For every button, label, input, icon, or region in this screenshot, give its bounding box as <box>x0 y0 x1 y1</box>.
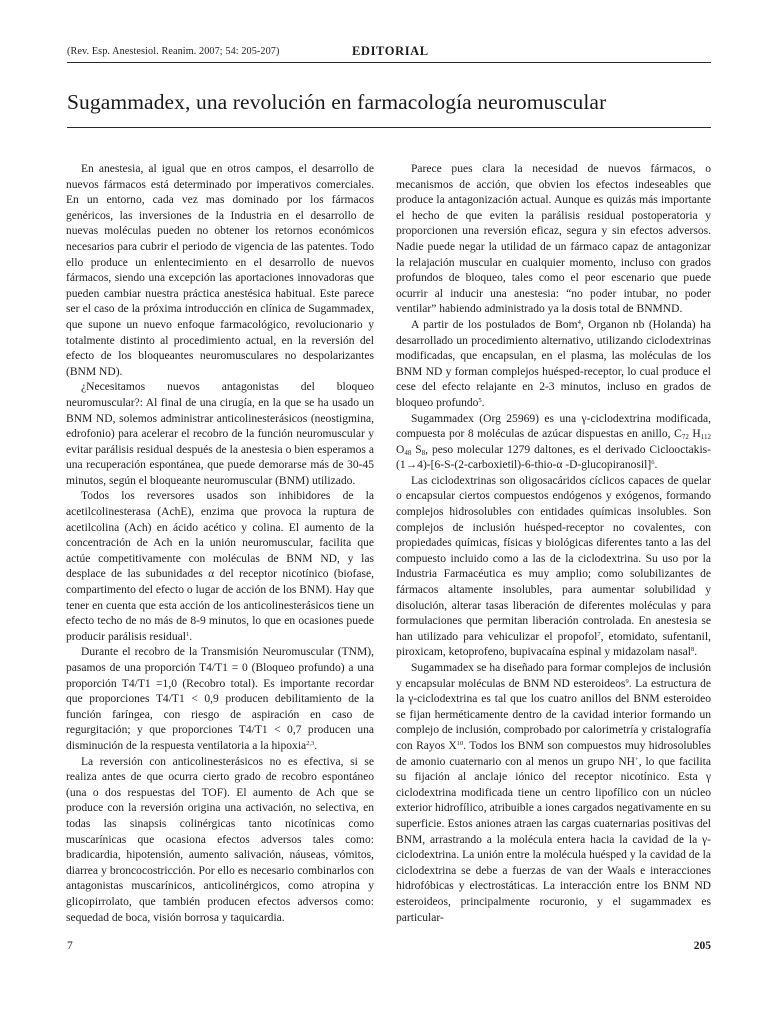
paragraph-text: S <box>411 443 422 456</box>
paragraph-text: , lo que facilita su fijación al anclaje iónico del receptor nicotínico. Esta γ ciclodextrina modificada tiene un centro lipofílico con un núcleo exterior hidrofílico, atribuible a iones cargados negativamente en su superficie. Estos aniones atraen las cargas cuaternarias positivas del BNM, arrastrando a la molécula entera hacia la cavidad de la γ-ciclodextrina. La unión entre la molécula huésped y la cavidad de la ciclodextrina se debe a fuerzas de van der Waals e interacciones hidrofóbicas y electrostáticas. La interacción entre los BNM ND esteroideos, principalmente rocuronio, y el sugammadex es particular- <box>396 755 711 924</box>
paragraph <box>396 661 711 926</box>
reference-marker: 7 <box>597 630 601 638</box>
paragraph: A partir de los postulados de Bom$^4$, Organon nb (Holanda) ha desarrollado un procedimiento alternativo, utilizando ciclodextrinas modificadas, que encapsulan, en el plasma, las moléculas de los BNM ND y forman complejos huésped-receptor, lo cual produce el cese del efecto relajante en 2-3 minutos, incluso en grados de bloqueo profundo$^5$. <box>396 318 711 409</box>
article-title: Sugammadex, una revolución en farmacología neuromuscular <box>67 90 607 114</box>
paragraph: La reversión con anticolinesterásicos no es efectiva, si se realiza antes de que ocurra cierto grado de recobro espontáneo (una o dos respuestas del TOF). El aumento de Ach que se produce con la reversión origina una activación, no selectiva, en todas las sinapsis colinérgicas tanto nicotínicas como muscarínicas que ocasiona efectos adversos tales como: bradicardia, hipotensión, aumento salivación, náuseas, vómitos, diarrea y broncocostricción. Por ello es necesario combinarlos con antagonistas muscarínicos, anticolinérgicos, como atropina y glicopirrolato, que también producen efectos adversos como: sequedad de boca, visión borrosa y taquicardia. <box>66 755 374 924</box>
reference-marker: 1 <box>185 630 190 638</box>
reference-marker: 8 <box>691 646 695 654</box>
paragraph-text: Todos los reversores usados son inhibidores de la acetilcolinesterasa (AchE), enzima que provoca la ruptura de acetilcolina (Ach) en ácido acético y colina. El aumento de la concentración de Ach en la unión neuromuscular, facilita que actúe competitivamente con moléculas de BNM ND, y las desplace de las subunidades α del receptor nicotínico (biofase, compartimento del efecto o lugar de acción de los BNM). Hay que tener en cuenta que esta acción de los anticolinesterásicos tiene un efecto techo de no más de 8-9 minutos, lo que en ocasiones puede producir parálisis residual <box>66 490 374 643</box>
paragraph-text: A partir de los postulados de Bom <box>411 318 578 331</box>
footer-left-number: 7 <box>67 940 73 952</box>
paragraph-text: Las ciclodextrinas son oligosacáridos cíclicos capaces de quelar o encapsular ciertos compuestos endógenos y exógenos, formando complejos hidrosolubles con entidades químicas insolubles. Son complejos de inclusión huésped-receptor no covalentes, con propiedades químicas, físicas y biológicas diferentes tanto a las del compuesto incluido como a las de la ciclodextrina. Su uso por la Industria Farmacéutica es muy amplio; como solubilizantes de fármacos altamente insolubles, para aumentar solubilidad y disolución, alterar tasas liberación de diferentes moléculas y para formulaciones que permitan liberación controlada. En anestesia se han utilizado para vehiculizar el propofol <box>396 474 711 643</box>
header-rule <box>67 62 711 63</box>
paragraph: Durante el recobro de la Transmisión Neuromuscular (TNM), pasamos de una proporción T4/T1 = 0 (Bloqueo profundo) a una proporción T4/T1 =1,0 (Recobro total). Es importante recordar que proporciones T4/T1 < 0,9 producen debilitamiento de la función faríngea, con riesgo de aspiración en caso de regurgitación; y que proporciones T4/T1 < 0,7 producen una disminución de la respuesta ventilatoria a la hipoxia$^{2,3}$. <box>66 646 374 752</box>
paragraph-text: . La estructura de la γ-ciclodextrina es tal que los cuatro anillos del BNM esteroideo se fijan herméticamente dentro de la cavidad interior formando un complejo de inclusión, comprobado por calorimetría y cristalografía con Rayos X <box>396 677 711 752</box>
paragraph-text: . Todos los BNM son compuestos muy hidrosolubles de amonio cuaternario con al menos un grupo NH <box>396 739 711 768</box>
paragraph-text: H <box>688 428 701 441</box>
journal-citation: (Rev. Esp. Anestesiol. Reanim. 2007; 54: 205-207) <box>67 46 280 57</box>
paragraph-text: O <box>396 443 405 456</box>
paragraph: Parece pues clara la necesidad de nuevos fármacos, o mecanismos de acción, que obvien los efectos indeseables que produce la antagonización actual. Aunque es quizás más importante el hecho de que eviten la parálisis residual postoperatoria y proporcionen una reversión eficaz, segura y sin efectos adversos. Nadie puede negar la utilidad de un fármaco capaz de antagonizar la relajación muscular en cualquier momento, incluso con grados profundos de bloqueo, tales como el peor escenario que puede ocurrir al inducir una anestesia: “no poder intubar, no poder ventilar” habiendo administrado ya la dosis total de BNMND. <box>396 163 711 316</box>
page-number: 205 <box>693 940 711 952</box>
formula-subscript: 48 <box>404 448 412 457</box>
paragraph: Todos los reversores usados son inhibidores de la acetilcolinesterasa (AchE), enzima que provoca la ruptura de acetilcolina (Ach) en ácido acético y colina. El aumento de la concentración de Ach en la unión neuromuscular, facilita que actúe competitivamente con moléculas de BNM ND, y las desplace de las subunidades α del receptor nicotínico (biofase, compartimento del efecto o lugar de acción de los BNM). Hay que tener en cuenta que esta acción de los anticolinesterásicos tiene un efecto techo de no más de 8-9 minutos, lo que en ocasiones puede producir parálisis residual$^1$. <box>66 490 374 643</box>
reference-marker: 4 <box>577 318 581 326</box>
formula-subscript: 112 <box>700 433 711 442</box>
reference-marker: + <box>635 755 639 763</box>
reference-marker: 10 <box>456 739 464 747</box>
reference-marker: 5 <box>478 396 482 404</box>
formula-subscript: 8 <box>421 448 426 457</box>
reference-marker: 6 <box>651 459 655 467</box>
right-column <box>396 162 711 926</box>
reference-marker: 9 <box>625 677 629 685</box>
paragraph-text: Sugammadex (Org 25969) es una γ-ciclodextrina modificada, compuesta por 8 moléculas de azúcar dispuestas en anillo, C <box>396 412 711 441</box>
paragraph: Sugammadex (Org 25969) es una γ-ciclodextrina modificada, compuesta por 8 moléculas de azúcar dispuestas en anillo, $C_{72}$ $H_{112}$ $O_{48}$ $S_8$, peso molecular 1279 daltones, es el derivado Ciclooctakis-(1→4)-[6-S-(2-carboxietil)-6-thio-α -D-glucopiranosil]$^6$. <box>396 412 711 472</box>
paragraph-text: , peso molecular 1279 daltones, es el derivado Ciclooctakis-(1→4)-[6-S-(2-carboxietil)-6-thio-α -D-glucopiranosil] <box>396 443 711 472</box>
reference-marker: 2,3 <box>306 739 315 747</box>
formula-subscript: 72 <box>681 433 689 442</box>
paragraph-text: , Organon nb (Holanda) ha desarrollado un procedimiento alternativo, utilizando ciclodextrinas modificadas, que encapsulan, en el plasma, las moléculas de los BNM ND y forman complejos huésped-receptor, lo cual produce el cese del efecto relajante en 2-3 minutos, incluso en grados de bloqueo profundo <box>396 318 711 409</box>
section-label: EDITORIAL <box>352 44 429 58</box>
paragraph-text: , etomidato, sufentanil, piroxicam, ketoprofeno, bupivacaína espinal y midazolam nasal <box>396 630 711 659</box>
paragraph: En anestesia, al igual que en otros campos, el desarrollo de nuevos fármacos está determinado por imperativos comerciales. En un entorno, cada vez mas dominado por los fármacos genéricos, las inversiones de la Industria en el desarrollo de nuevas moléculas pueden no obtener los retornos económicos necesarios para cubrir el periodo de vigencia de las patentes. Todo ello produce un enlentecimiento en el desarrollo de nuevos fármacos, siendo una excepción las aportaciones innovadoras que pueden cambiar nuestra práctica anestésica habitual. Este parece ser el caso de la próxima introducción en clínica de Sugammadex, que supone un nuevo enfoque farmacológico, revolucionario y totalmente distinto al procedimiento actual, en la reversión del efecto de los bloqueantes neuromusculares no despolarizantes (BNM ND). <box>66 163 374 378</box>
title-rule <box>67 127 711 128</box>
paragraph: ¿Necesitamos nuevos antagonistas del bloqueo neuromuscular?: Al final de una cirugía, en la que se ha usado un BNM ND, solemos administrar anticolinesterásicos (neostigmina, edrofonio) para acelerar el recobro de la función neuromuscular y evitar parálisis residual después de la anestesia o bien esperamos a una recuperación espontánea, que puede demorarse más de 30-45 minutos, según el bloqueante neuromuscular (BNM) utilizado. <box>66 381 374 487</box>
paragraph-text: Durante el recobro de la Transmisión Neuromuscular (TNM), pasamos de una proporción T4/T1 = 0 (Bloqueo profundo) a una proporción T4/T1 =1,0 (Recobro total). Es importante recordar que proporciones T4/T1 < 0,9 producen debilitamiento de la función faríngea, con riesgo de aspiración en caso de regurgitación; y que proporciones T4/T1 < 0,7 producen una disminución de la respuesta ventilatoria a la hipoxia <box>66 646 374 752</box>
paragraph-text: Sugammadex se ha diseñado para formar complejos de inclusión y encapsular moléculas de BNM ND esteroideos <box>396 662 711 690</box>
left-column <box>66 162 374 926</box>
paragraph: Las ciclodextrinas son oligosacáridos cíclicos capaces de quelar o encapsular ciertos compuestos endógenos y exógenos, formando complejos hidrosolubles con entidades químicas insolubles. Son complejos de inclusión huésped-receptor no covalentes, con propiedades químicas, físicas y biológicas diferentes tanto a las del compuesto incluido como a las de la ciclodextrina. Su uso por la Industria Farmacéutica es muy amplio; como solubilizantes de fármacos altamente insolubles, para aumentar solubilidad y disolución, alterar tasas liberación de diferentes moléculas y para formulaciones que permitan liberación controlada. En anestesia se han utilizado para vehiculizar el propofol$^7$, etomidato, sufentanil, piroxicam, ketoprofeno, bupivacaína espinal y midazolam nasal$^8$. <box>396 474 711 659</box>
